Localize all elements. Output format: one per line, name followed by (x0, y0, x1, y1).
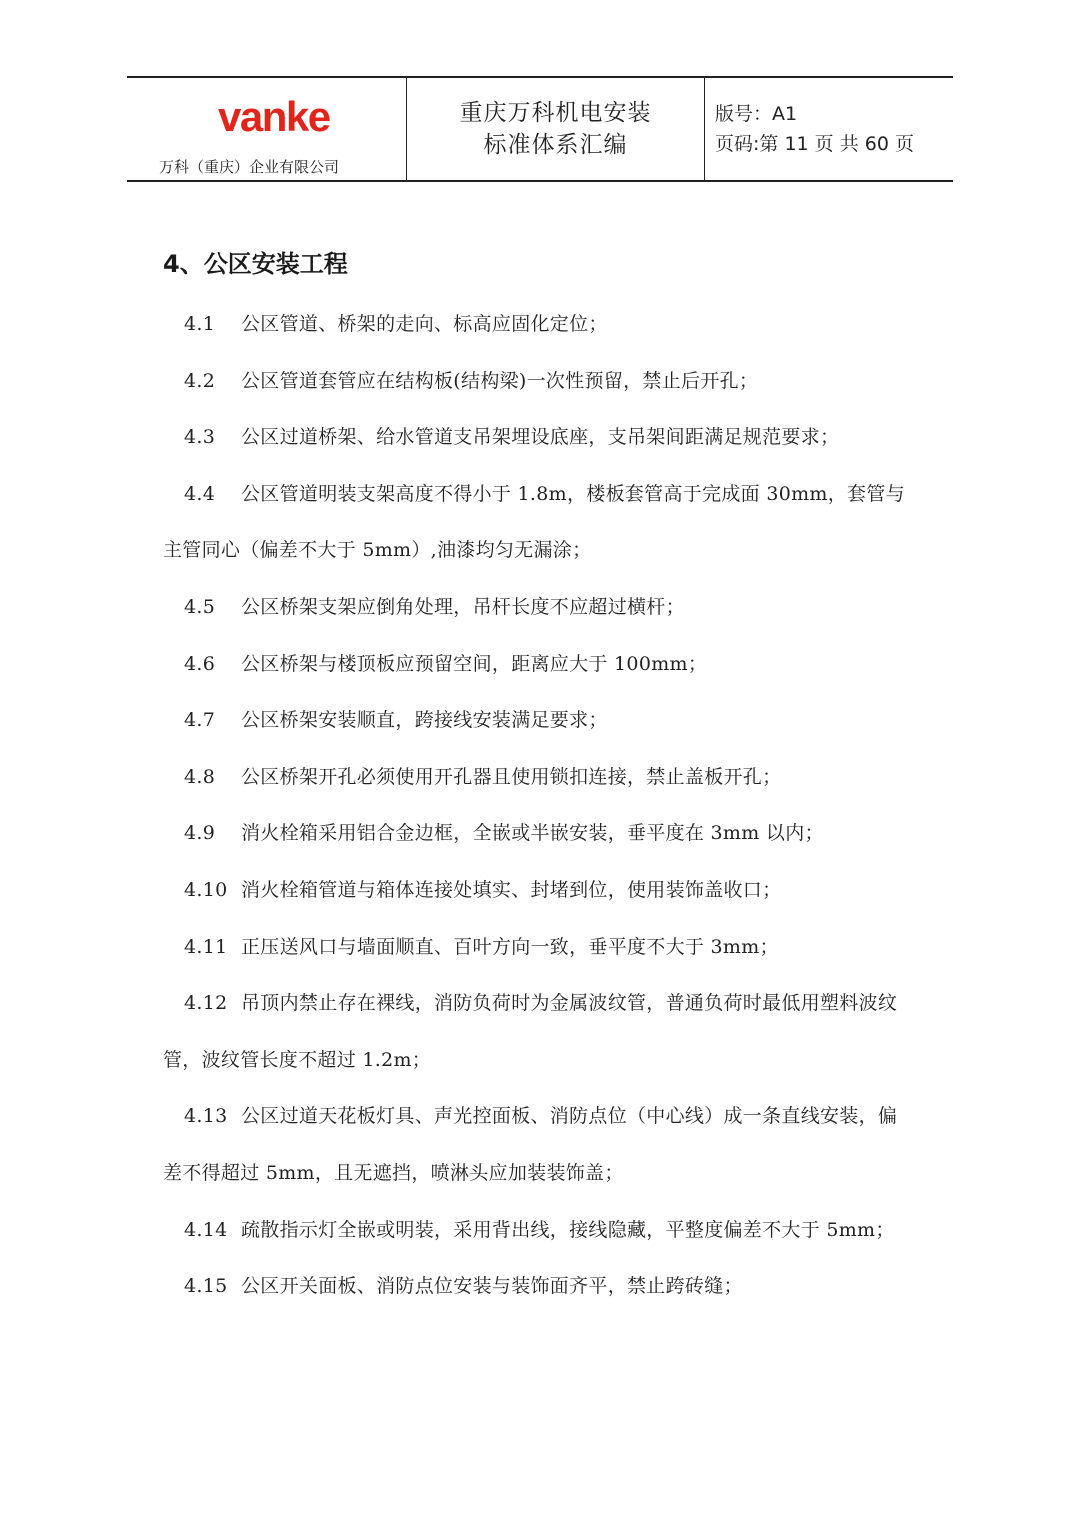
item-number: 4.5 (184, 595, 216, 618)
document-header (127, 76, 953, 182)
item-text: 消火栓箱采用铝合金边框，全嵌或半嵌安装，垂平度在 3mm 以内； (241, 822, 824, 845)
item-text: 公区管道套管应在结构板(结构梁)一次性预留，禁止后开孔； (241, 369, 759, 392)
doc-title-line-1: 重庆万科机电安装 (459, 100, 652, 126)
doc-title-line-2: 标准体系汇编 (483, 132, 628, 158)
list-item (163, 862, 915, 919)
page-info: 页码:第 11 页 共 60 页 (715, 133, 914, 155)
item-number: 4.13 (184, 1105, 228, 1128)
item-number: 4.8 (184, 765, 216, 788)
list-item (163, 579, 915, 636)
item-text: 公区桥架与楼顶板应预留空间，距离应大于 100mm； (241, 652, 708, 675)
item-number: 4.14 (184, 1218, 228, 1241)
item-number: 4.9 (184, 822, 216, 845)
item-number: 4.4 (184, 482, 216, 505)
vanke-logo: vanke (218, 93, 330, 140)
list-item (163, 409, 915, 466)
list-item (163, 749, 915, 806)
version-number: 版号：A1 (715, 103, 798, 125)
item-number: 4.6 (184, 652, 216, 675)
item-text: 公区管道明装支架高度不得小于 1.8m，楼板套管高于完成面 30mm，套管与主管同心（偏差不大于 5mm）,油漆均匀无漏涂； (163, 482, 905, 562)
list-item (163, 636, 915, 693)
item-number: 4.15 (184, 1275, 228, 1298)
list-item (163, 296, 915, 353)
item-number: 4.2 (184, 369, 216, 392)
header-title-cell (407, 78, 705, 180)
item-text: 正压送风口与墙面顺直、百叶方向一致，垂平度不大于 3mm； (241, 935, 779, 958)
list-item (163, 805, 915, 862)
header-meta-cell (705, 78, 953, 180)
item-text: 公区桥架开孔必须使用开孔器且使用锁扣连接，禁止盖板开孔； (241, 765, 782, 788)
list-item (163, 1258, 915, 1315)
item-text: 公区过道桥架、给水管道支吊架埋设底座，支吊架间距满足规范要求； (241, 426, 840, 449)
section-item-list (163, 296, 915, 1315)
list-item (163, 466, 915, 579)
list-item (163, 919, 915, 976)
list-item (163, 975, 915, 1088)
item-number: 4.10 (184, 878, 228, 901)
header-logo-cell (127, 78, 407, 180)
item-number: 4.3 (184, 426, 216, 449)
item-number: 4.1 (184, 313, 216, 335)
company-name: 万科（重庆）企业有限公司 (159, 158, 340, 176)
list-item (163, 353, 915, 410)
item-text: 公区过道天花板灯具、声光控面板、消防点位（中心线）成一条直线安装，偏差不得超过 5mm，且无遮挡，喷淋头应加装装饰盖； (163, 1105, 898, 1184)
list-item (163, 1088, 915, 1201)
item-number: 4.7 (184, 709, 216, 732)
item-text: 公区桥架支架应倒角处理，吊杆长度不应超过横杆； (241, 595, 685, 618)
item-text: 吊顶内禁止存在裸线，消防负荷时为金属波纹管，普通负荷时最低用塑料波纹管，波纹管长度不超过 1.2m； (163, 992, 898, 1071)
item-number: 4.12 (184, 992, 228, 1015)
list-item (163, 1202, 915, 1259)
item-text: 疏散指示灯全嵌或明装，采用背出线，接线隐藏，平整度偏差不大于 5mm； (241, 1218, 895, 1241)
item-number: 4.11 (184, 935, 228, 958)
item-text: 公区桥架安装顺直，跨接线安装满足要求； (241, 709, 608, 732)
section-heading: 4、公区安装工程 (163, 250, 348, 278)
item-text: 消火栓箱管道与箱体连接处填实、封堵到位，使用装饰盖收口； (241, 878, 782, 901)
item-text: 公区管道、桥架的走向、标高应固化定位； (241, 313, 608, 335)
item-text: 公区开关面板、消防点位安装与装饰面齐平，禁止跨砖缝； (241, 1275, 743, 1298)
list-item (163, 692, 915, 749)
